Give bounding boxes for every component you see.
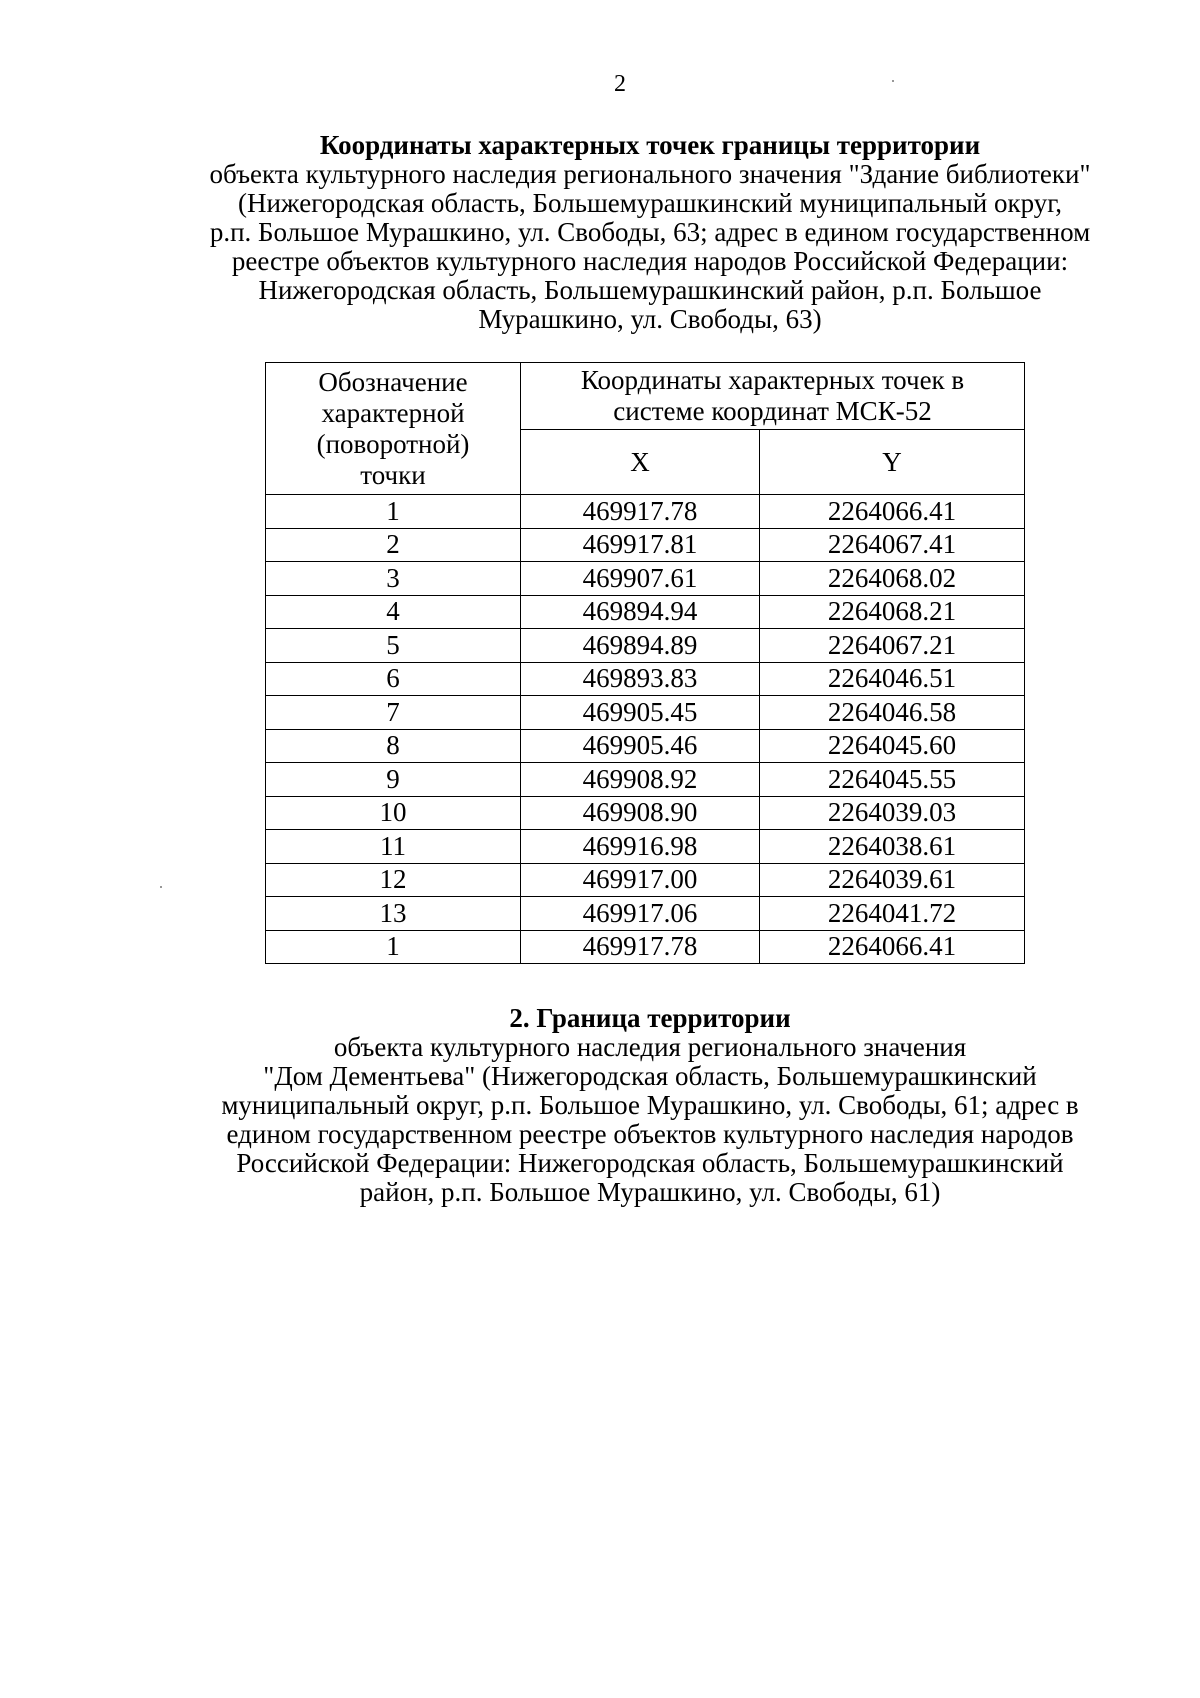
cell-x: 469905.46: [521, 729, 760, 763]
table-row: [266, 495, 1025, 529]
cell-y: 2264041.72: [760, 897, 1025, 931]
cell-x: 469917.78: [521, 930, 760, 964]
cell-x: 469917.81: [521, 528, 760, 562]
cell-point-number: 10: [266, 796, 521, 830]
header-x: X: [521, 430, 760, 495]
table-row: [266, 930, 1025, 964]
header-point-line: точки: [360, 459, 426, 490]
cell-point-number: 11: [266, 830, 521, 864]
cell-point-number: 2: [266, 528, 521, 562]
cell-y: 2264046.58: [760, 696, 1025, 730]
section2-line: Российской Федерации: Нижегородская область, Большемурашкинский: [236, 1148, 1064, 1178]
cell-point-number: 8: [266, 729, 521, 763]
cell-y: 2264039.61: [760, 863, 1025, 897]
table-row: [266, 796, 1025, 830]
cell-x: 469893.83: [521, 662, 760, 696]
section2-line: едином государственном реестре объектов культурного наследия народов: [226, 1119, 1074, 1149]
cell-point-number: 1: [266, 495, 521, 529]
header-point-line: (поворотной): [316, 428, 470, 459]
table-row: [266, 763, 1025, 797]
cell-y: 2264066.41: [760, 495, 1025, 529]
section2-line: "Дом Дементьева" (Нижегородская область, Большемурашкинский: [263, 1061, 1037, 1091]
header-y: Y: [760, 430, 1025, 495]
cell-point-number: 12: [266, 863, 521, 897]
table-body: [266, 495, 1025, 964]
cell-y: 2264067.41: [760, 528, 1025, 562]
cell-x: 469908.90: [521, 796, 760, 830]
cell-y: 2264038.61: [760, 830, 1025, 864]
section1-line: объекта культурного наследия регионального значения "Здание библиотеки": [209, 159, 1091, 189]
scan-speck: [892, 80, 894, 82]
section2-block: [130, 1003, 1170, 1207]
cell-point-number: 9: [266, 763, 521, 797]
cell-point-number: 5: [266, 629, 521, 663]
section1-line: (Нижегородская область, Большемурашкинский муниципальный округ,: [237, 188, 1063, 218]
cell-point-number: 3: [266, 562, 521, 596]
cell-x: 469894.89: [521, 629, 760, 663]
cell-x: 469905.45: [521, 696, 760, 730]
table-row: [266, 863, 1025, 897]
cell-x: 469894.94: [521, 595, 760, 629]
scan-speck: [160, 886, 162, 888]
cell-y: 2264045.60: [760, 729, 1025, 763]
table-row: [266, 528, 1025, 562]
section1-line: р.п. Большое Мурашкино, ул. Свободы, 63; адрес в едином государственном: [209, 217, 1091, 247]
section2-line: муниципальный округ, р.п. Большое Мурашкино, ул. Свободы, 61; адрес в: [221, 1090, 1079, 1120]
cell-point-number: 4: [266, 595, 521, 629]
cell-y: 2264046.51: [760, 662, 1025, 696]
section2-line: район, р.п. Большое Мурашкино, ул. Свободы, 61): [359, 1177, 941, 1207]
cell-point-number: 6: [266, 662, 521, 696]
table-row: [266, 629, 1025, 663]
header-coordinates-line: системе координат МСК-52: [613, 396, 932, 426]
cell-point-number: 1: [266, 930, 521, 964]
cell-y: 2264066.41: [760, 930, 1025, 964]
section1-line: Мурашкино, ул. Свободы, 63): [478, 304, 822, 334]
cell-y: 2264067.21: [760, 629, 1025, 663]
header-coordinates-line: Координаты характерных точек в: [580, 365, 965, 395]
header-point-line: характерной: [321, 397, 465, 428]
cell-point-number: 13: [266, 897, 521, 931]
cell-y: 2264045.55: [760, 763, 1025, 797]
section1-line: реестре объектов культурного наследия народов Российской Федерации:: [231, 246, 1069, 276]
header-coordinates: [521, 363, 1025, 430]
section1-line: Нижегородская область, Большемурашкинский район, р.п. Большое: [258, 275, 1042, 305]
section1-heading: Координаты характерных точек границы территории: [319, 130, 981, 160]
table-row: [266, 595, 1025, 629]
cell-x: 469908.92: [521, 763, 760, 797]
section1-title-block: [130, 130, 1170, 334]
cell-x: 469916.98: [521, 830, 760, 864]
table-row: [266, 562, 1025, 596]
section2-line: объекта культурного наследия регионального значения: [333, 1032, 967, 1062]
page-number: 2: [614, 71, 626, 97]
cell-y: 2264068.02: [760, 562, 1025, 596]
table-row: [266, 897, 1025, 931]
cell-x: 469917.06: [521, 897, 760, 931]
cell-x: 469907.61: [521, 562, 760, 596]
table-row: [266, 662, 1025, 696]
coordinates-table: [265, 362, 1025, 964]
table-row: [266, 729, 1025, 763]
cell-point-number: 7: [266, 696, 521, 730]
table-row: [266, 696, 1025, 730]
section2-heading: 2. Граница территории: [509, 1003, 791, 1033]
cell-x: 469917.00: [521, 863, 760, 897]
cell-y: 2264039.03: [760, 796, 1025, 830]
cell-x: 469917.78: [521, 495, 760, 529]
table-row: [266, 830, 1025, 864]
header-point-designation: [266, 363, 521, 495]
header-point-line: Обозначение: [318, 366, 468, 397]
cell-y: 2264068.21: [760, 595, 1025, 629]
